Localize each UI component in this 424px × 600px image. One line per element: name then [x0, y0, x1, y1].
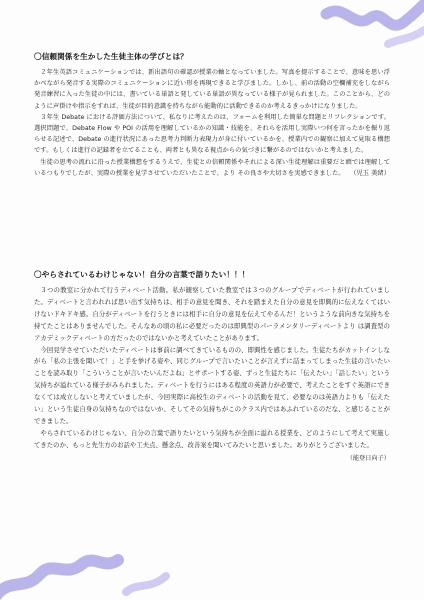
- section-1-paragraph-3: [34, 157, 390, 179]
- decorative-scribble-top: [318, 0, 424, 50]
- section-2-paragraph-3: やらされているわけじゃない、自分の言葉で語りたいという気持ちが全面に溢れる授業を、どのようにして考えて実施してきたのか、もっと先生方のお話や工夫点、懸念点、改善案を聞いてみたいと思いました。ありがとうございました。: [34, 429, 390, 449]
- section-2-paragraph-2: 今回見学させていただいたディベートは事前に調べてきているものの、即興性を感じました。生徒たちがカットインしながら「私の主張を聞いて！」と手を挙げる姿や、同じグループで言いたいことが言えずに詰まってしまった生徒の言いたいことを読み取り「こういうことが言いたいんだよね」とサポートする姿、ずっと生徒たちに「伝えたい」「話したい」という気持ちが溢れている様子がみられました。ディベートを行うにはある程度の英語力が必要で、考えたことをすぐ英語にできなくては成立しないと考えていましたが、今回実際に高校生のディベートの活動を見て、必要なのは英語力よりも「伝えたい」という生徒自身の気持ちなのではないか、そしてその気持ちがこのクラス内ではあふれているのだな、と感じることができました。: [34, 346, 390, 425]
- reflection-section-2: [34, 270, 390, 462]
- section-1-paragraph-3-text: 生徒の思考の流れに沿った授業構想をするうえで、生徒との信頼関係やそれによる深い生徒理解は重要だと頭では理解しているつもりでしたが、実際の授業を見学させていただいたことで、より その良さや大切さを実感できました。: [34, 158, 390, 177]
- section-2-paragraph-1: ３つの教室に分かれて行うディベート活動。私が観察していた教室では３つのグループでディベートが行われていました。ディベートと言われれば思い出す気持ちは、相手の意見を聞き、それを踏まえた自分の意見を即興的に伝えなくてはいけないドキドキ感。自分がディベートを行うときには相手に自分の意見を伝えてやるんだ！というような前向きな気持ちを持てたことはありませんでした。そんなあの頃の私に必要だったのは即興型のパーラメンタリーディベートより は調査型のアカデミックディベートの方だったのではないかと考えていたことがあります。: [34, 287, 390, 342]
- section-1-paragraph-1: ２年生英語コミュニケーションでは、新出語句の確認が授業の軸となっていました。写真を提示することで、意味を思い浮かべながら発音する実際のコミュニケーションに近い形を再現できると学びました。しかし、前の活動の空欄補充をしながら発音練習に入った生徒の中には、書いている単語と発している単語が異なっている様子が見られました。このことから、どのように声掛けや指示をすれば、生徒が目的意識を持ちながら能動的に活動できるのか考えるきっかけになりました。: [34, 69, 390, 110]
- section-1-paragraph-2: ３年生 Debate における評価方法について、私なりに考えたのは、フォームを利用した簡単な問題とリフレクションです。選択問題で、Debate Flow や POI の活用を理解しているかの知識・技能を、それらを活用し実際いつ何を言ったかを振り返らせる記述で、Debate の進行状況にあった思考力判断力表現力が身に付いているかを、授業内での観察に加えて見取る構想です。もしくは進行の記録者を立てることも、両者とも異なる視点からの気づきに繋がるのではないかと考えました。: [34, 113, 390, 155]
- section-2-signature: （能登日向子）: [346, 454, 390, 462]
- section-2-title: 〇やらされているわけじゃない！自分の言葉で語りたい！！！: [34, 270, 250, 279]
- section-1-title: 〇信頼関係を生かした生徒主体の学びとは？: [34, 52, 188, 61]
- reflection-section-1: [34, 52, 390, 179]
- decorative-scribble-bottom: [0, 532, 172, 600]
- section-1-signature: （児玉 美緒）: [350, 169, 390, 177]
